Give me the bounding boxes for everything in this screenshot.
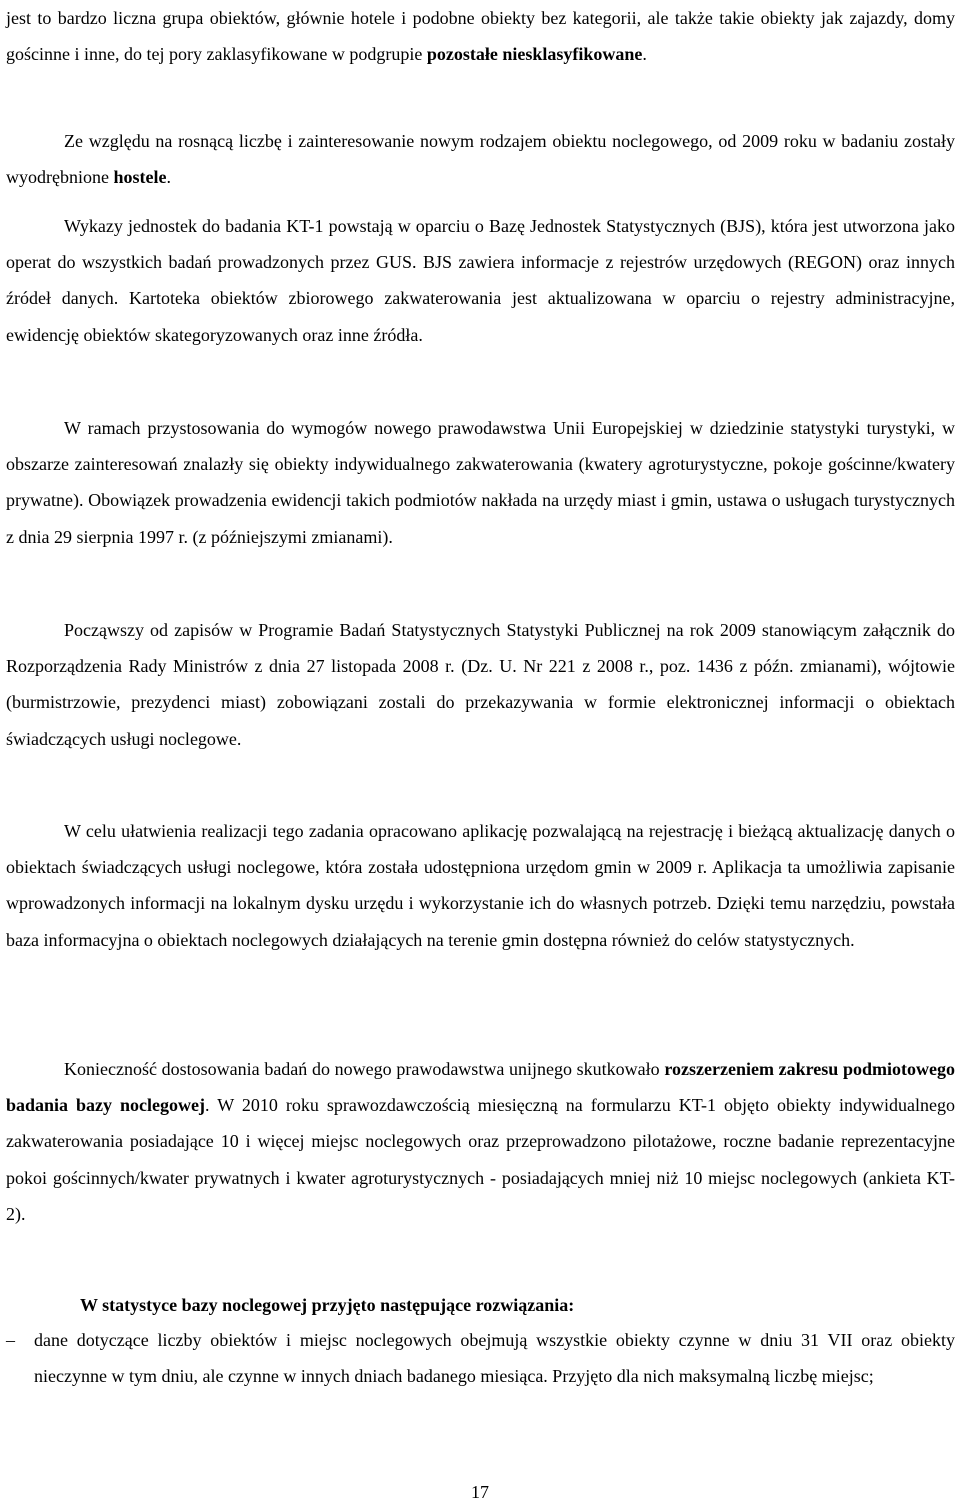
paragraph-1 — [6, 0, 955, 72]
page-number: 17 — [471, 1482, 489, 1502]
bullet-text: dane dotyczące liczby obiektów i miejsc noclegowych obejmują wszystkie obiekty czynne w dniu 31 VII oraz obiekty nieczynne w tym dniu, ale czynne w innych dniach badanego miesiąca. Przyjęto dla nich maksymalną liczbę miejsc; — [34, 1330, 955, 1387]
paragraph-6 — [6, 813, 955, 958]
paragraph-5 — [6, 612, 955, 757]
text-segment: Począwszy od zapisów w Programie Badań Statystycznych Statystyki Publicznej na rok 2009 stanowiącym załącznik do Rozporządzenia Rady Ministrów z dnia 27 listopada 2008 r. (Dz. U. Nr 221 z 2008 r., poz. 1436 z późn. zmianami), wójtowie (burmistrzowie, prezydenci miast) zobowiązani zostali do przekazywania w formie elektronicznej informacji o obiektach świadczących usługi noclegowe. — [6, 620, 955, 749]
paragraph-3 — [6, 208, 955, 353]
bullet-item — [6, 1322, 955, 1394]
bold-text: pozostałe niesklasyfikowane — [426, 44, 643, 65]
bold-text: hostele — [113, 167, 167, 188]
text-segment: W celu ułatwienia realizacji tego zadania opracowano aplikację pozwalającą na rejestrację i bieżącą aktualizację danych o obiektach świadczących usługi noclegowe, która została udostępniona urzędom gmin w 2009 r. Aplikacja ta umożliwia zapisanie wprowadzonych informacji na lokalnym dysku urzędu i wykorzystanie ich do własnych potrzeb. Dzięki temu narzędziu, powstała baza informacyjna o obiektach noclegowych działających na terenie gmin dostępna również do celów statystycznych. — [6, 821, 955, 950]
paragraph-7 — [6, 1051, 955, 1232]
text-segment: . — [166, 167, 171, 188]
text-segment: Konieczność dostosowania badań do nowego prawodawstwa unijnego skutkowało — [64, 1059, 665, 1079]
bold-text: rozszerzeniem zakresu podmiotowego badania bazy noclegowej — [6, 1059, 955, 1116]
bullet-marker: – — [6, 1330, 15, 1350]
text-segment: W ramach przystosowania do wymogów nowego prawodawstwa Unii Europejskiej w dziedzinie statystyki turystyki, w obszarze zainteresowań znalazły się obiekty indywidualnego zakwaterowania (kwatery agroturystyczne, pokoje gościnne/kwatery prywatne). Obowiązek prowadzenia ewidencji takich podmiotów nakłada na urzędy miast i gmin, ustawa o usługach turystycznych z dnia 29 sierpnia 1997 r. (z późniejszymi zmianami). — [6, 418, 955, 547]
text-segment: Wykazy jednostek do badania KT-1 powstają w oparciu o Bazę Jednostek Statystycznych (BJS), która jest utworzona jako operat do wszystkich badań prowadzonych przez GUS. BJS zawiera informacje z rejestrów urzędowych (REGON) oraz innych źródeł danych. Kartoteka obiektów zbiorowego zakwaterowania jest aktualizowana w oparciu o rejestry administracyjne, ewidencję obiektów skategoryzowanych oraz inne źródła. — [6, 216, 955, 345]
text-segment: . W 2010 roku sprawozdawczością miesięczną na formularzu KT-1 objęto obiekty indywidualnego zakwaterowania posiadające 10 i więcej miejsc noclegowych oraz przeprowadzono pilotażowe, roczne badanie reprezentacyjne pokoi gościnnych/kwater prywatnych i kwater agroturystycznych - posiadających mniej niż 10 miejsc noclegowych (ankieta KT-2). — [6, 1095, 955, 1224]
text-segment: Ze względu na rosnącą liczbę i zainteresowanie nowym rodzajem obiektu noclegowego, od 2009 roku w badaniu zostały wyodrębnione — [6, 131, 955, 188]
section-heading: W statystyce bazy noclegowej przyjęto następujące rozwiązania: — [80, 1295, 575, 1315]
text-segment: . — [642, 44, 647, 65]
paragraph-4 — [6, 410, 955, 555]
text-segment: jest to bardzo liczna grupa obiektów, głównie hotele i podobne obiekty bez kategorii, ale także takie obiekty jak zajazdy, domy gościnne i inne, do tej pory zaklasyfikowane w podgrupie — [6, 8, 955, 65]
paragraph-2 — [6, 123, 955, 195]
